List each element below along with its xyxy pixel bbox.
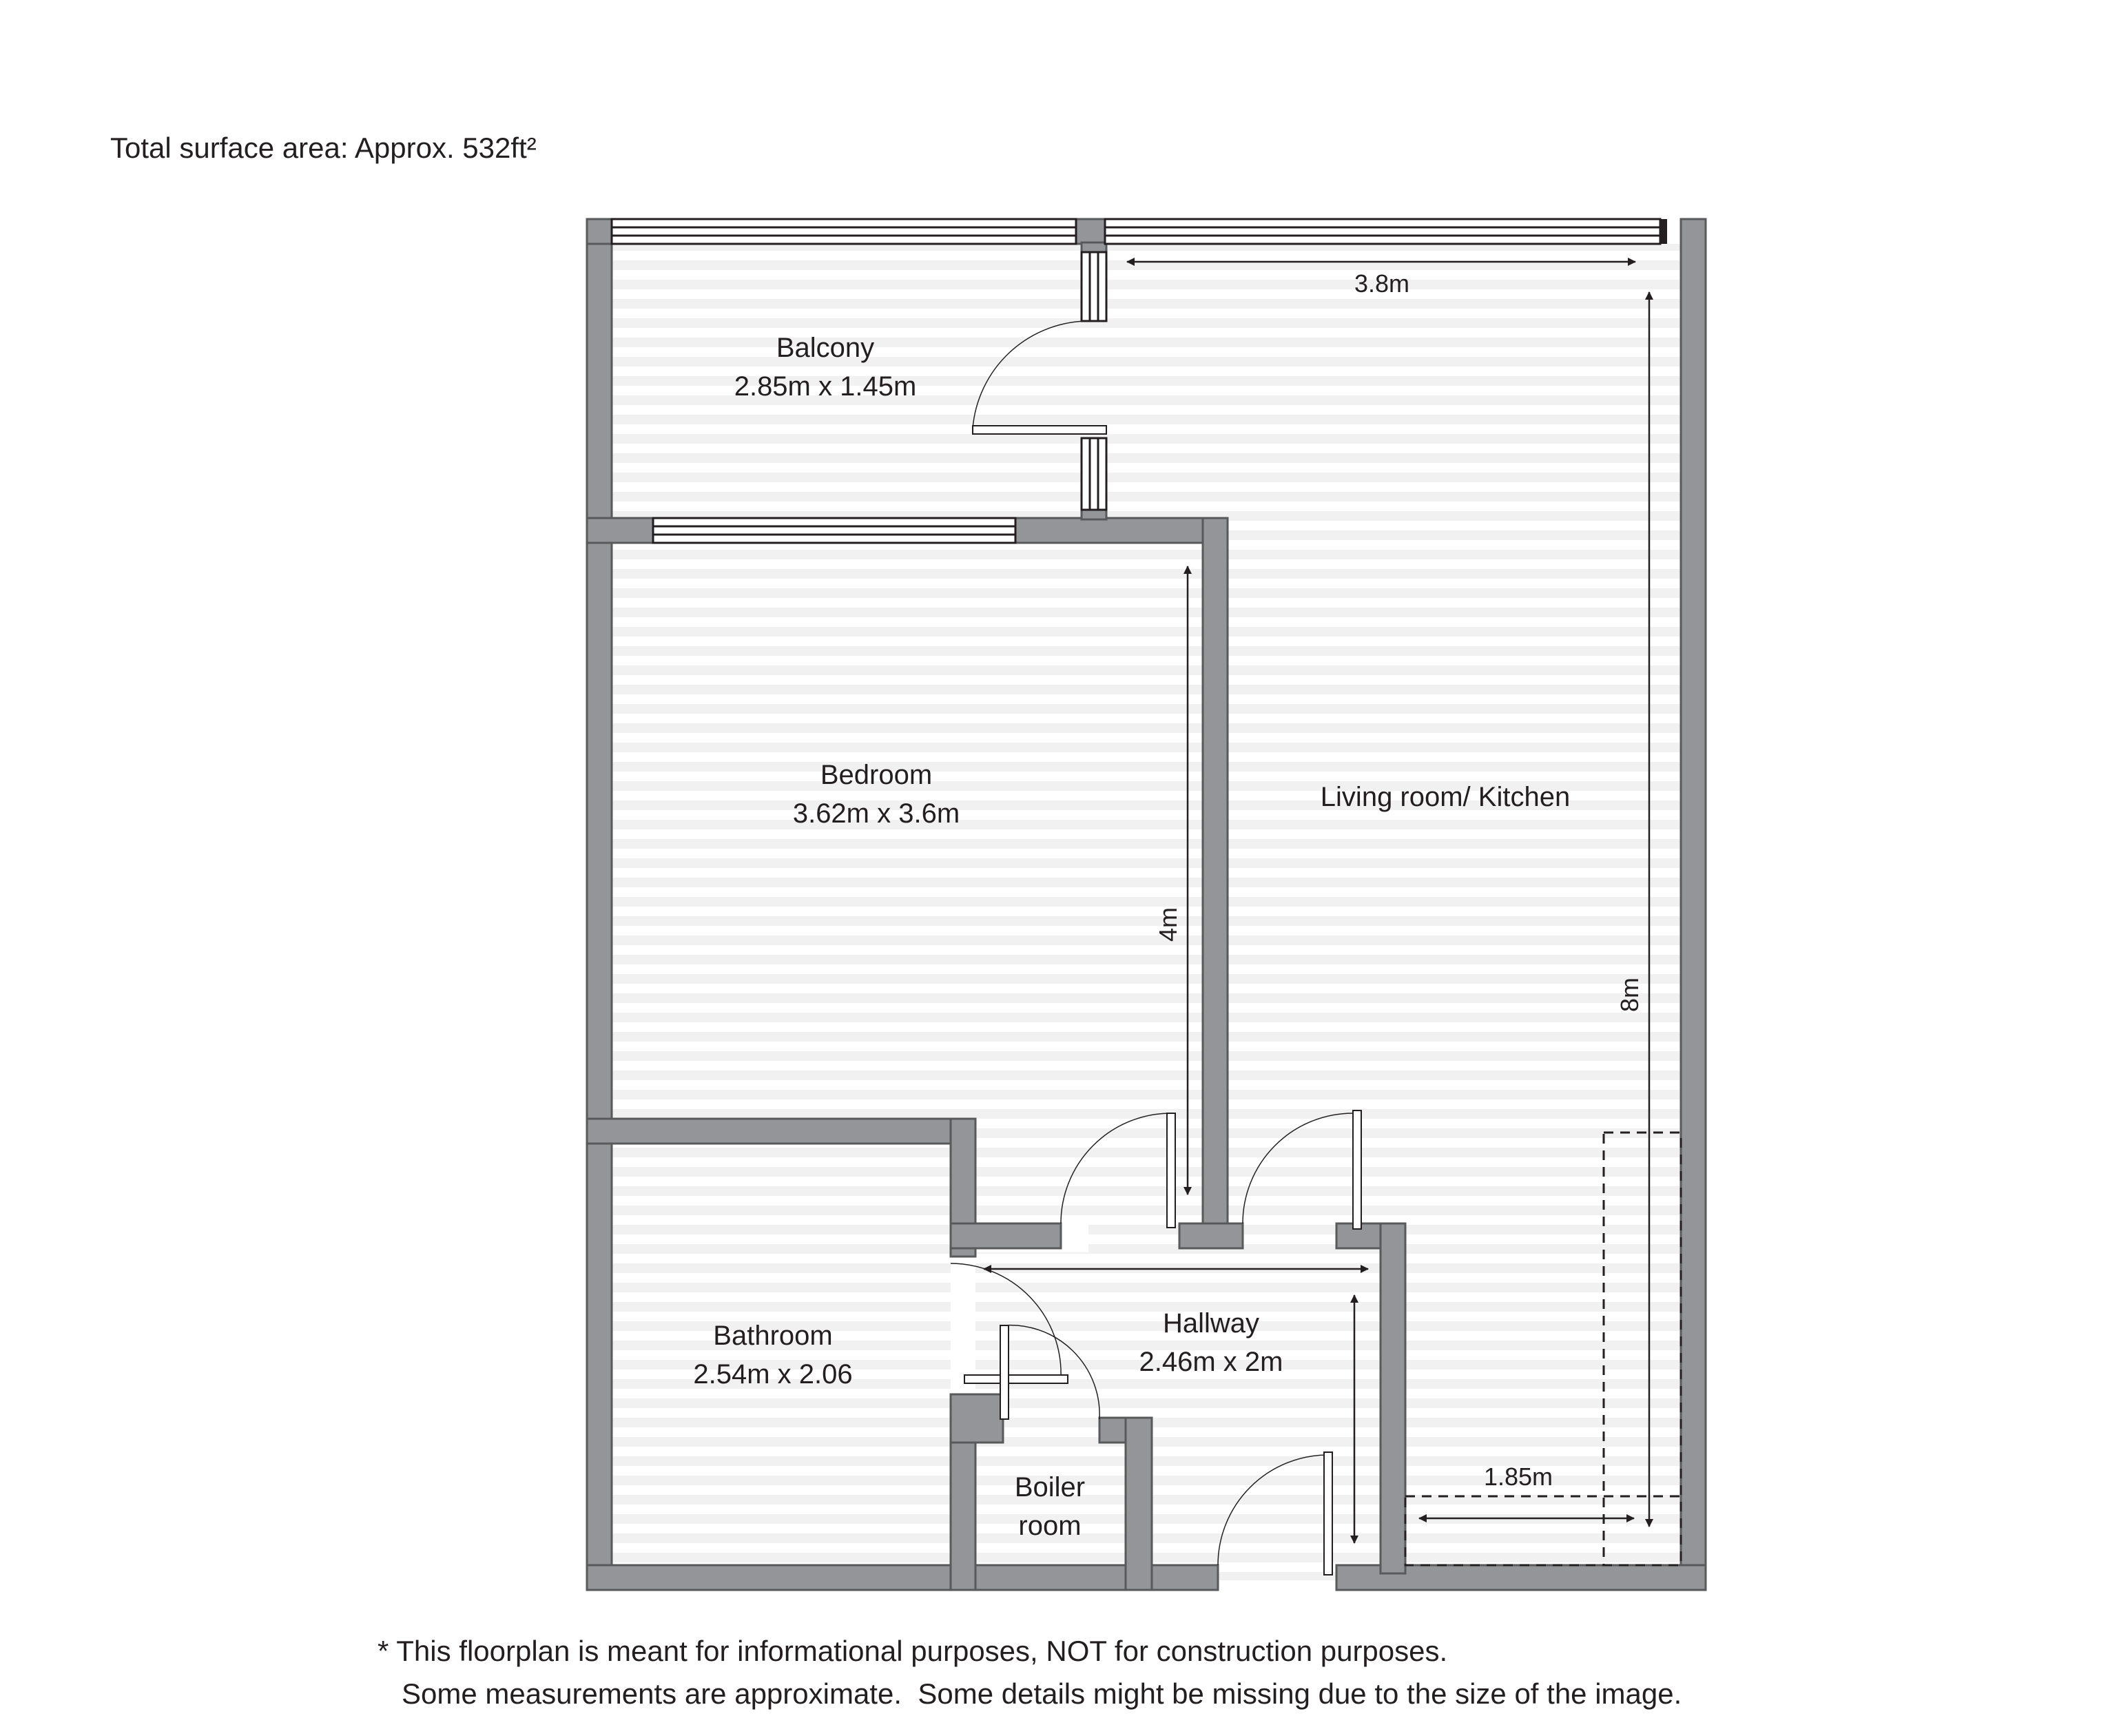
door-leaf-balcony[interactable]: [973, 426, 1106, 434]
window-balcony-side-lower: [1082, 438, 1106, 510]
bedroom-name: Bedroom: [820, 760, 933, 790]
bedroom-size: 3.62m x 3.6m: [792, 798, 960, 829]
boiler-name-line2: room: [1018, 1511, 1082, 1541]
dim-living-length: 8m: [1615, 977, 1644, 1013]
wall-balcony-bedroom-right: [1015, 518, 1228, 543]
window-balcony-side-upper: [1082, 252, 1106, 321]
wall-balcony-living-stub-bottom: [1082, 510, 1106, 519]
outer-wall-top-mid-post: [1076, 219, 1105, 244]
window-post-right: [1660, 219, 1667, 244]
door-leaf-living[interactable]: [1353, 1110, 1361, 1229]
door-leaf-bathroom[interactable]: [964, 1375, 1068, 1383]
outer-wall-bottom-left: [587, 1565, 1218, 1590]
bathroom-floor: [612, 1144, 951, 1565]
hallway-name: Hallway: [1162, 1308, 1260, 1339]
wall-hallway-top-left: [951, 1223, 1061, 1248]
hallway-size: 2.46m x 2m: [1139, 1347, 1283, 1377]
total-area-label: Total surface area: Approx. 532ft²: [110, 132, 537, 164]
bathroom-size: 2.54m x 2.06: [693, 1359, 853, 1389]
boiler-floor: [975, 1443, 1126, 1565]
wall-balcony-bedroom-left: [587, 518, 653, 543]
wall-bedroom-living-foot: [1179, 1223, 1243, 1248]
wall-balcony-living-stub-top: [1082, 242, 1106, 252]
dim-living-width: 3.8m: [1354, 269, 1410, 298]
outer-wall-top-left-post: [587, 219, 612, 244]
balcony-name: Balcony: [776, 333, 875, 363]
wall-hallway-living: [1381, 1223, 1405, 1573]
door-leaf-bedroom[interactable]: [1167, 1113, 1175, 1228]
outer-wall-right: [1681, 219, 1706, 1590]
bathroom-name: Bathroom: [713, 1321, 833, 1351]
wall-boiler-right: [1126, 1418, 1152, 1590]
window-balcony-top: [612, 219, 1076, 244]
door-leaf-boiler[interactable]: [1000, 1325, 1009, 1419]
wall-bedroom-bathroom: [587, 1119, 975, 1144]
dim-bedroom-length: 4m: [1154, 907, 1182, 942]
dim-kitchen-width: 1.85m: [1483, 1463, 1553, 1491]
wall-bedroom-living: [1203, 518, 1228, 1223]
boiler-name-line1: Boiler: [1014, 1472, 1086, 1502]
disclaimer-text: * This floorplan is meant for informational purposes, NOT for construction purposes. Some measurements are approximate. Some details might be missing due to the size of the image.: [378, 1635, 1682, 1710]
door-leaf-entrance[interactable]: [1324, 1452, 1332, 1575]
window-living-top: [1105, 219, 1660, 244]
wall-boiler-top: [951, 1394, 1003, 1443]
living-name: Living room/ Kitchen: [1320, 782, 1571, 812]
outer-wall-left: [587, 219, 612, 1590]
window-bedroom: [653, 518, 1015, 543]
balcony-size: 2.85m x 1.45m: [734, 371, 917, 402]
